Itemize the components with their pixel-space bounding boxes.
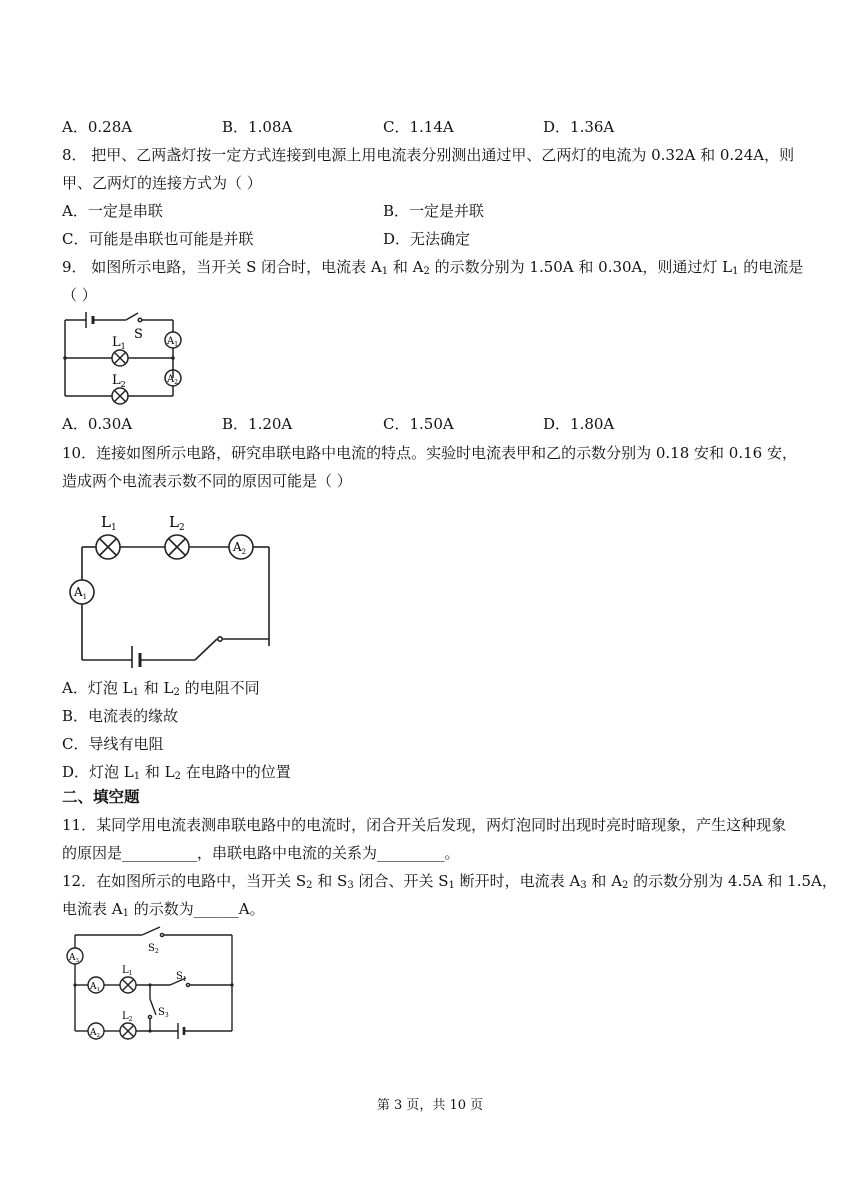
q11-stem-line1: 11．某同学用电流表测串联电路中的电流时，闭合开关后发现，两灯泡同时出现时亮时暗现象，产生这种现象 bbox=[62, 816, 787, 834]
q9-circuit-diagram bbox=[60, 308, 195, 413]
q12-circuit-diagram bbox=[62, 925, 242, 1050]
page-footer: 第 3 页，共 10 页 bbox=[376, 1098, 484, 1113]
q12-fig-l1-label: $L_1$ bbox=[122, 965, 133, 977]
q9-option-d: D．1.80A bbox=[543, 415, 615, 433]
q8-option-a: A．一定是串联 bbox=[62, 202, 163, 220]
q12-fig-a2-label: $A_2$ bbox=[90, 1028, 100, 1039]
q9-stem-line2: （ ） bbox=[62, 286, 97, 304]
q12-stem-line1: 12．在如图所示的电路中，当开关 $S_2$ 和 $S_3$ 闭合、开关 $S_1$ 断开时，电流表 $A_3$ 和 $A_2$ 的示数分别为 4.5A 和 1.5A， bbox=[62, 872, 837, 891]
q12-fig-a3-label: $A_3$ bbox=[69, 953, 79, 964]
q9-fig-l1-label: $L_1$ bbox=[112, 335, 126, 351]
q7-option-b: B．1.08A bbox=[222, 118, 293, 136]
q10-fig-a2-label: $A_2$ bbox=[233, 540, 247, 556]
q9-fig-switch-label: S bbox=[134, 327, 143, 342]
q7-option-a: A．0.28A bbox=[62, 118, 133, 136]
q9-option-c: C．1.50A bbox=[383, 415, 454, 433]
q12-fig-s2-label: $S_2$ bbox=[148, 943, 159, 955]
q9-option-a: A．0.30A bbox=[62, 415, 133, 433]
q12-stem-line2: 电流表 $A_1$ 的示数为______A。 bbox=[62, 900, 265, 919]
section-title-fill-in: 二、填空题 bbox=[62, 787, 140, 806]
q9-stem-line1: 9． 如图所示电路，当开关 S 闭合时，电流表 $A_1$ 和 $A_2$ 的示数分别为 1.50A 和 0.30A，则通过灯 $L_1$ 的电流是 bbox=[62, 258, 804, 277]
q9-fig-l2-label: $L_2$ bbox=[112, 373, 126, 389]
q12-fig-a1-label: $A_1$ bbox=[90, 982, 100, 993]
q9-option-b: B．1.20A bbox=[222, 415, 293, 433]
q10-fig-l1-label: $L_1$ bbox=[101, 513, 117, 533]
q10-fig-a1-label: $A_1$ bbox=[74, 585, 88, 601]
q8-stem-line2: 甲、乙两灯的连接方式为（ ） bbox=[62, 174, 262, 192]
q10-option-c: C．导线有电阻 bbox=[62, 735, 164, 753]
q10-stem-line2: 造成两个电流表示数不同的原因可能是（ ） bbox=[62, 472, 352, 490]
q10-stem-line1: 10．连接如图所示电路，研究串联电路中电流的特点。实验时电流表甲和乙的示数分别为 0.18 安和 0.16 安， bbox=[62, 444, 797, 462]
q8-option-d: D．无法确定 bbox=[383, 230, 471, 248]
q9-fig-a2-label: $A_2$ bbox=[167, 374, 179, 386]
q9-fig-a1-label: $A_1$ bbox=[167, 336, 179, 348]
q8-option-b: B．一定是并联 bbox=[383, 202, 485, 220]
q12-fig-s3-label: $S_3$ bbox=[158, 1007, 169, 1019]
q12-fig-s1-label: $S_1$ bbox=[176, 971, 187, 983]
q7-option-d: D．1.36A bbox=[543, 118, 615, 136]
q10-option-b: B．电流表的缘故 bbox=[62, 707, 179, 725]
q10-option-a: A．灯泡 $L_1$ 和 $L_2$ 的电阻不同 bbox=[62, 679, 260, 698]
q10-option-d: D．灯泡 $L_1$ 和 $L_2$ 在电路中的位置 bbox=[62, 763, 291, 782]
q11-stem-line2: 的原因是__________，串联电路中电流的关系为_________。 bbox=[62, 844, 460, 862]
q8-option-c: C．可能是串联也可能是并联 bbox=[62, 230, 254, 248]
q10-fig-l2-label: $L_2$ bbox=[169, 513, 185, 533]
q8-stem-line1: 8． 把甲、乙两盏灯按一定方式连接到电源上用电流表分别测出通过甲、乙两灯的电流为 0.32A 和 0.24A，则 bbox=[62, 146, 795, 164]
q12-fig-l2-label: $L_2$ bbox=[122, 1011, 133, 1023]
q7-option-c: C．1.14A bbox=[383, 118, 454, 136]
q10-circuit-diagram bbox=[65, 508, 280, 668]
